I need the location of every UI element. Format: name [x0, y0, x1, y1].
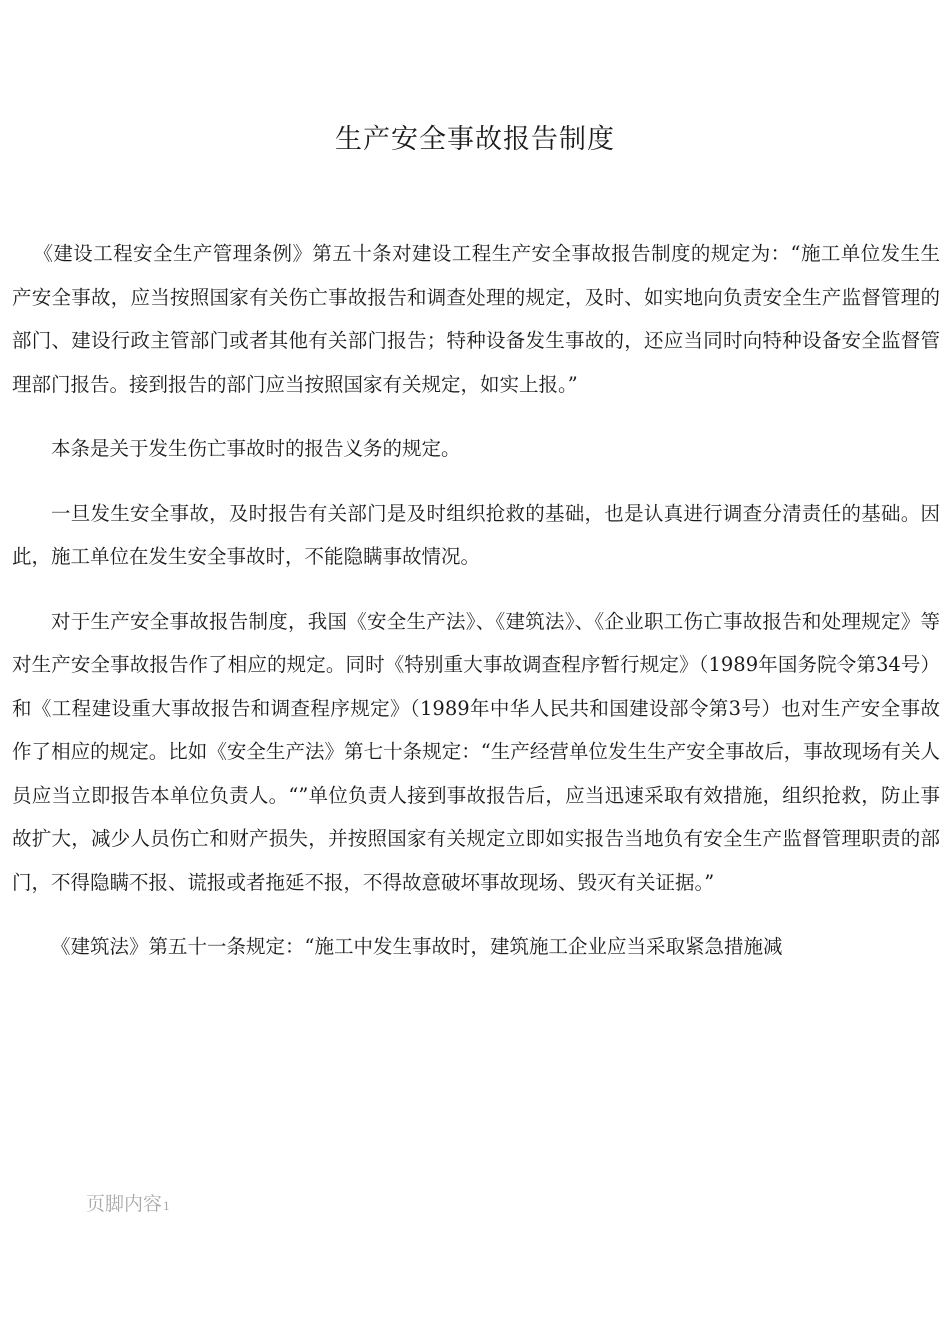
- paragraph-4: 对于生产安全事故报告制度，我国《安全生产法》、《建筑法》、《企业职工伤亡事故报告和处理规定》等对生产安全事故报告作了相应的规定。同时《特别重大事故调查程序暂行规定》（1989年国务院令第34号）和《工程建设重大事故报告和调查程序规定》（1989年中华人民共和国建设部令第3号）也对生产安全事故作了相应的规定。比如《安全生产法》第七十条规定：“生产经营单位发生生产安全事故后，事故现场有关人员应当立即报告本单位负责人。“”单位负责人接到事故报告后，应当迅速采取有效措施，组织抢救，防止事故扩大，减少人员伤亡和财产损失，并按照国家有关规定立即如实报告当地负有安全生产监督管理职责的部门，不得隐瞒不报、谎报或者拖延不报，不得故意破坏事故现场、毁灭有关证据。”: [12, 609, 940, 894]
- paragraph-1: 《建设工程安全生产管理条例》第五十条对建设工程生产安全事故报告制度的规定为：“施工单位发生生产安全事故，应当按照国家有关伤亡事故报告和调查处理的规定，及时、如实地向负责安全生产监督管理的部门、建设行政主管部门或者其他有关部门报告；特种设备发生事故的，还应当同时向特种设备安全监督管理部门报告。接到报告的部门应当按照国家有关规定，如实上报。”: [12, 242, 940, 396]
- paragraph-5: 《建筑法》第五十一条规定：“施工中发生事故时，建筑施工企业应当采取紧急措施减: [51, 935, 783, 958]
- document-body: [12, 232, 940, 969]
- paragraph-3: 一旦发生安全事故，及时报告有关部门是及时组织抢救的基础，也是认真进行调查分清责任的基础。因此，施工单位在发生安全事故时，不能隐瞒事故情况。: [12, 501, 940, 568]
- page-footer: [86, 1192, 170, 1219]
- paragraph-2: 本条是关于发生伤亡事故时的报告义务的规定。: [51, 437, 461, 460]
- footer-text: 页脚内容: [86, 1193, 163, 1215]
- document-title: 生产安全事故报告制度: [335, 124, 615, 155]
- page-number: 1: [163, 1200, 171, 1213]
